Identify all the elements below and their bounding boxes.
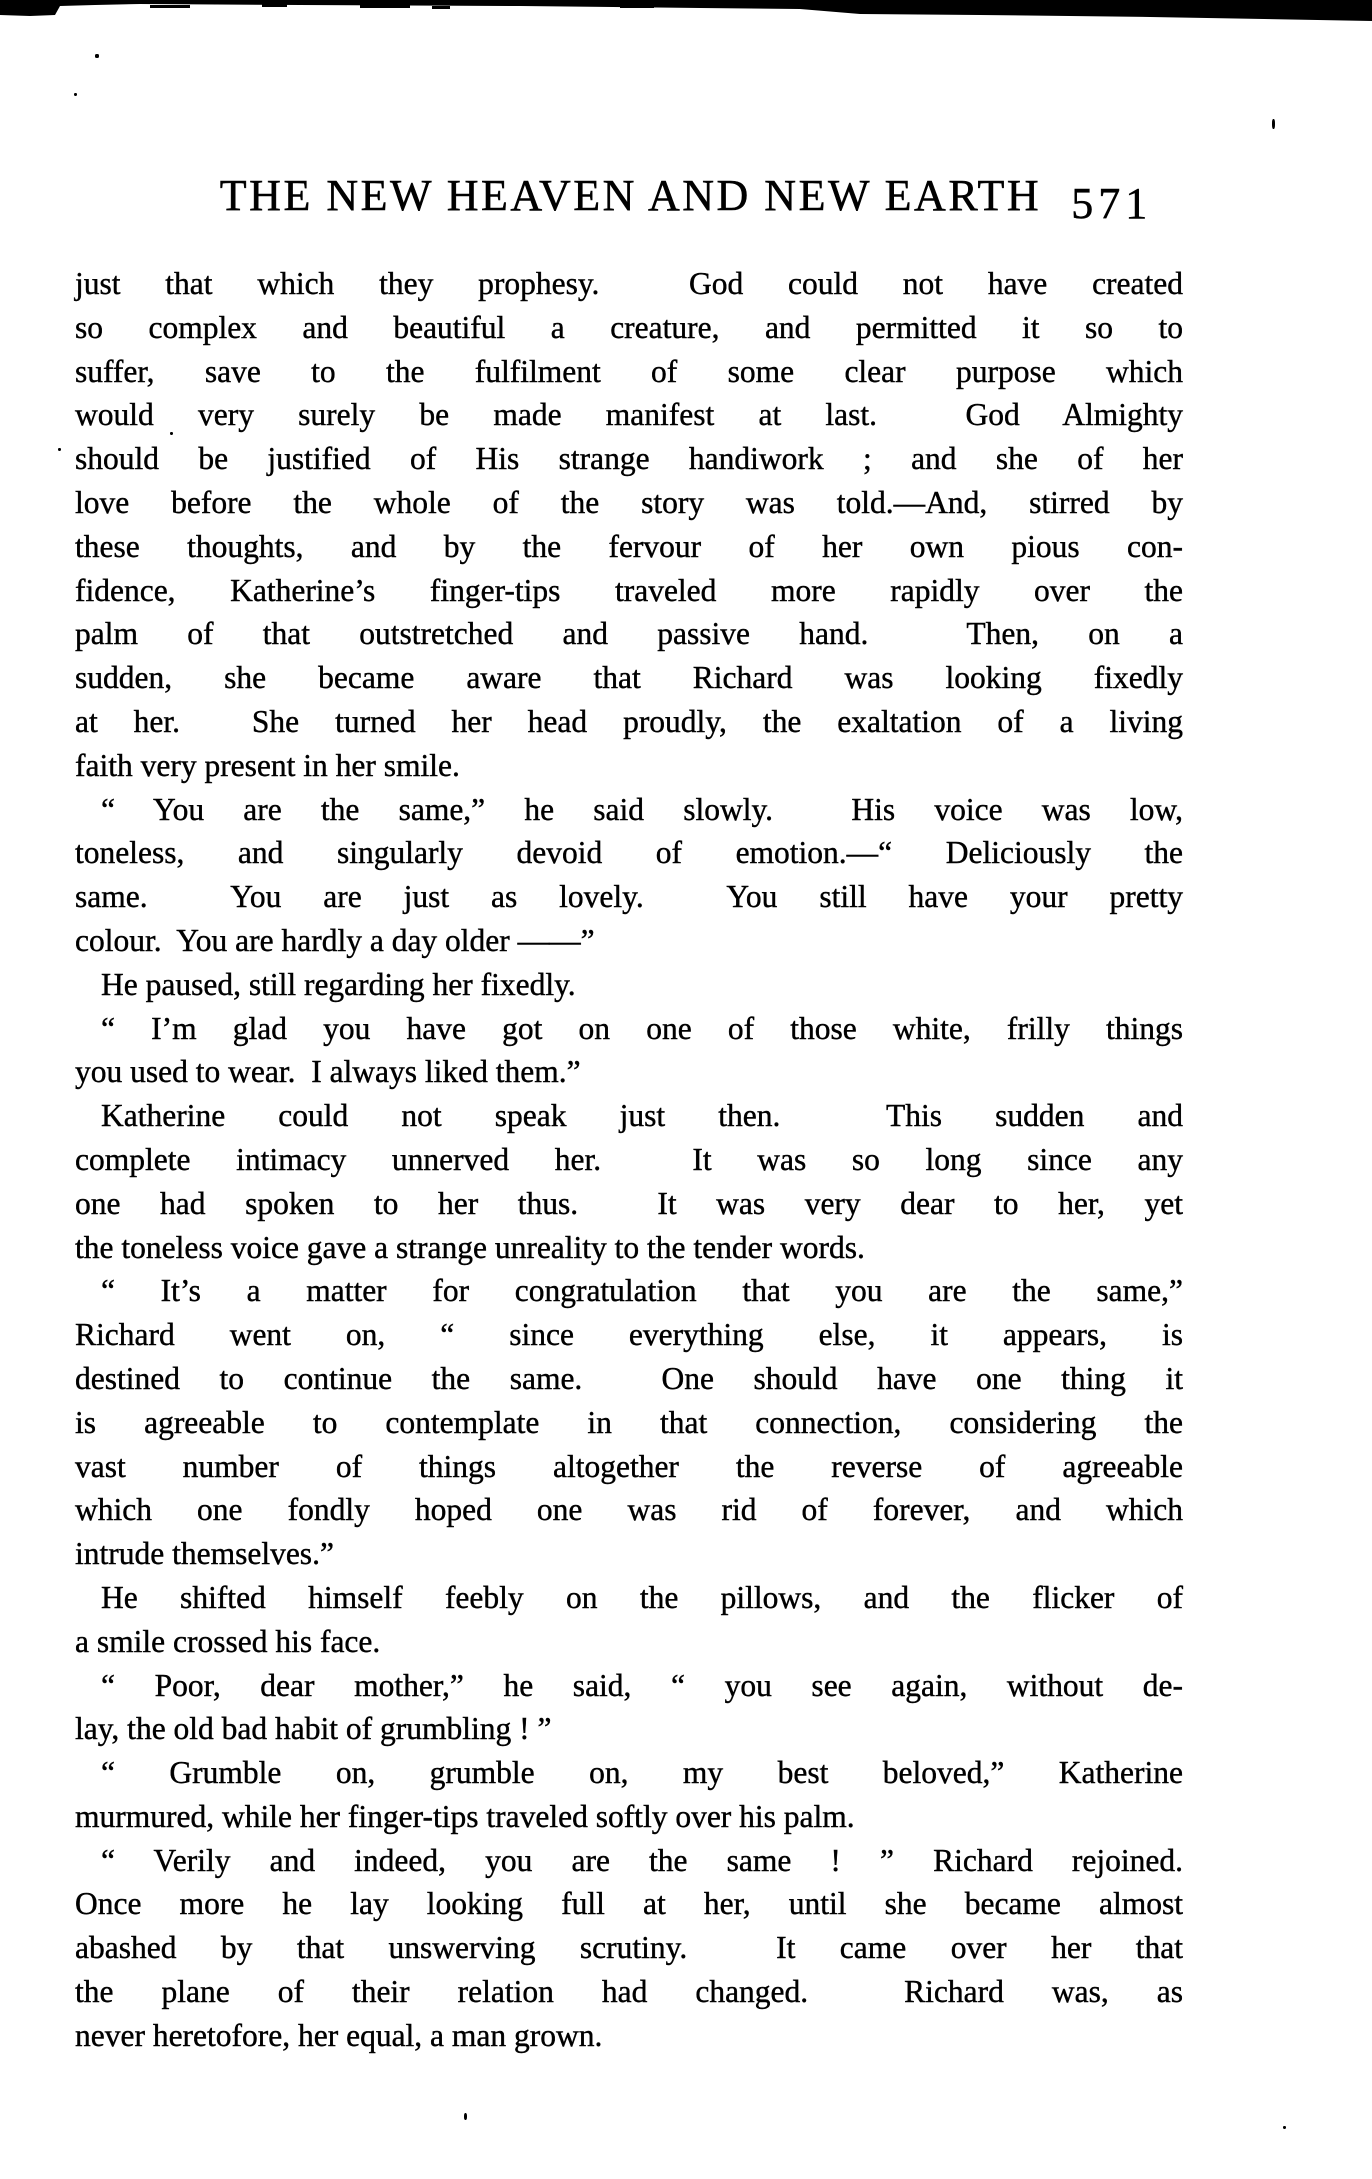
page-number: 571 <box>1071 179 1153 228</box>
text-line: murmured, while her finger-tips traveled softly over his palm. <box>75 1798 855 1834</box>
text-line: Katherine could not speak just then. This sudden and <box>101 1098 1183 1134</box>
text-line: intrude themselves.” <box>75 1536 334 1572</box>
text-line: same. You are just as lovely. You still have your pretty <box>75 879 1183 915</box>
text-line: lay, the old bad habit of grumbling ! ” <box>75 1711 552 1747</box>
text-line: sudden, she became aware that Richard was looking fixedly <box>75 660 1183 696</box>
text-line: abashed by that unswerving scrutiny. It came over her that <box>75 1930 1183 1966</box>
text-line: destined to continue the same. One should have one thing it <box>75 1360 1183 1396</box>
text-line: at her. She turned her head proudly, the exaltation of a living <box>75 703 1183 739</box>
text-line: colour. You are hardly a day older ——” <box>75 922 595 958</box>
text-line: suffer, save to the fulfilment of some clear purpose which <box>75 353 1183 389</box>
page-title: THE NEW HEAVEN AND NEW EARTH <box>219 171 1042 220</box>
scan-speck <box>1272 119 1275 129</box>
text-line: “ Grumble on, grumble on, my best beloved,” Katherine <box>101 1755 1183 1791</box>
text-line: the toneless voice gave a strange unreality to the tender words. <box>75 1229 865 1265</box>
text-line: so complex and beautiful a creature, and permitted it so to <box>75 309 1183 345</box>
text-line: He shifted himself feebly on the pillows, and the flicker of <box>101 1579 1183 1615</box>
text-line: never heretofore, her equal, a man grown. <box>75 2017 603 2053</box>
text-line: love before the whole of the story was told.—And, stirred by <box>75 484 1183 520</box>
scan-speck <box>58 448 61 451</box>
body-text <box>75 262 1183 2058</box>
scan-artifact-top-band <box>0 0 1372 26</box>
text-line: toneless, and singularly devoid of emotion.—“ Deliciously the <box>75 835 1183 871</box>
text-line: “ I’m glad you have got on one of those white, frilly things <box>101 1010 1183 1046</box>
scan-speck <box>464 2113 467 2120</box>
text-line: “ Verily and indeed, you are the same ! ” Richard rejoined. <box>101 1842 1183 1878</box>
text-line: is agreeable to contemplate in that connection, considering the <box>75 1404 1183 1440</box>
text-line: one had spoken to her thus. It was very dear to her, yet <box>75 1185 1183 1221</box>
text-line: faith very present in her smile. <box>75 747 460 783</box>
text-line: He paused, still regarding her fixedly. <box>101 966 576 1002</box>
text-line: complete intimacy unnerved her. It was so long since any <box>75 1141 1183 1177</box>
text-line: “ Poor, dear mother,” he said, “ you see again, without de- <box>101 1667 1183 1703</box>
text-line: “ You are the same,” he said slowly. His voice was low, <box>101 791 1183 827</box>
text-line: “ It’s a matter for congratulation that you are the same,” <box>101 1273 1183 1309</box>
text-line: Once more he lay looking full at her, until she became almost <box>75 1886 1183 1922</box>
text-line: which one fondly hoped one was rid of forever, and which <box>75 1492 1183 1528</box>
text-line: would very surely be made manifest at last. God Almighty <box>75 397 1183 433</box>
text-line: should be justified of His strange handiwork ; and she of her <box>75 441 1183 477</box>
text-line: you used to wear. I always liked them.” <box>75 1054 581 1090</box>
text-line: a smile crossed his face. <box>75 1623 381 1659</box>
scan-speck <box>95 54 99 58</box>
text-line: vast number of things altogether the reverse of agreeable <box>75 1448 1183 1484</box>
scan-speck <box>1283 2126 1286 2129</box>
text-line: Richard went on, “ since everything else, it appears, is <box>75 1317 1183 1353</box>
text-line: just that which they prophesy. God could not have created <box>75 266 1183 301</box>
running-header <box>0 170 1372 228</box>
scan-speck <box>74 93 77 96</box>
text-line: the plane of their relation had changed. Richard was, as <box>75 1974 1183 2010</box>
text-line: these thoughts, and by the fervour of her own pious con- <box>75 528 1183 564</box>
text-line: palm of that outstretched and passive hand. Then, on a <box>75 616 1183 652</box>
text-line: fidence, Katherine’s finger-tips traveled more rapidly over the <box>75 572 1183 608</box>
